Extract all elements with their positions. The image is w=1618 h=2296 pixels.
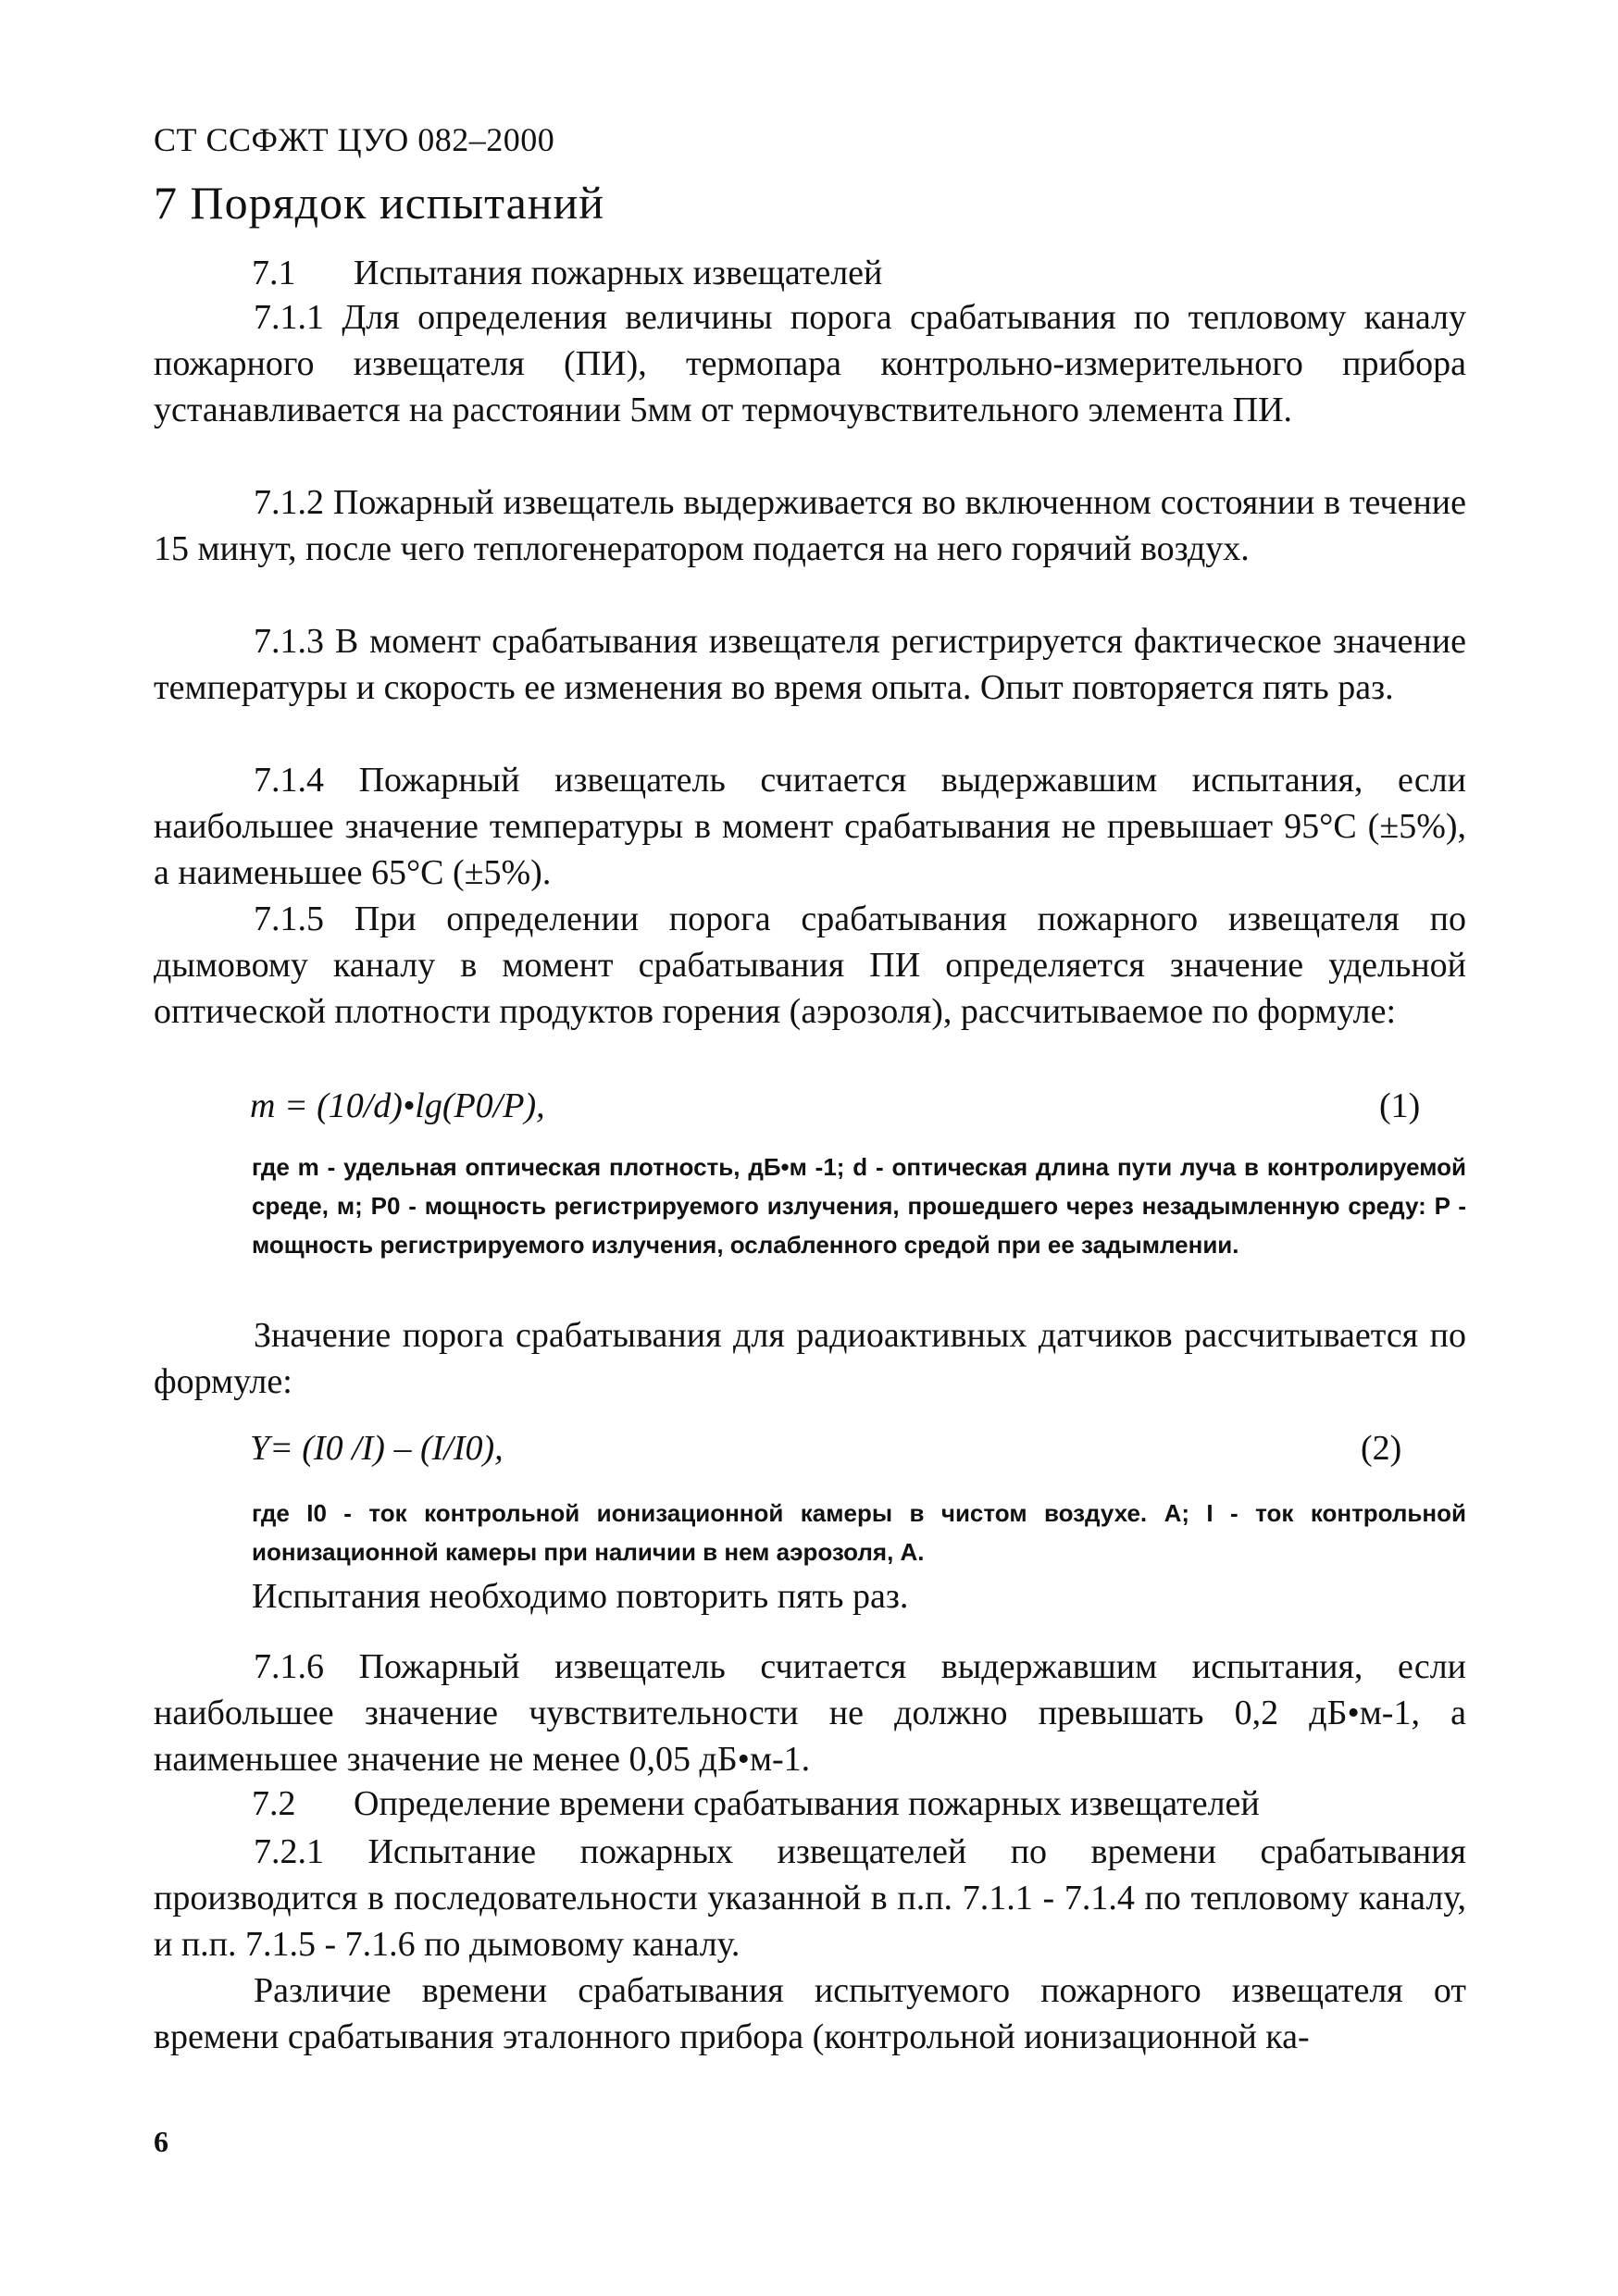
paragraph-7-1-6: 7.1.6 Пожарный извещатель считается выдержавшим испытания, если наибольшее значение чувствительности не должно превышать 0,2 дБ•м-1, а наименьшее значение не менее 0,05 дБ•м-1.	[154, 1647, 1466, 1779]
paragraph-repeat: Испытания необходимо повторить пять раз.	[252, 1577, 909, 1616]
paragraph-7-1-4: 7.1.4 Пожарный извещатель считается выдержавшим испытания, если наибольшее значение температуры в момент срабатывания не превышает 95°С (±5%), а наименьшее 65°С (±5%).	[154, 761, 1466, 892]
paragraph-7-2-1: 7.2.1 Испытание пожарных извещателей по времени срабатывания производится в последовательности указанной в п.п. 7.1.1 - 7.1.4 по тепловому каналу, и п.п. 7.1.5 - 7.1.6 по дымовому каналу.	[154, 1832, 1466, 1964]
formula-2-legend: где I0 - ток контрольной ионизационной камеры в чистом воздухе. А; I - ток контрольной ионизационной камеры при наличии в нем аэрозоля, А.	[252, 1499, 1466, 1566]
subsection-title: Испытания пожарных извещателей	[354, 254, 883, 292]
paragraph-radioactive: Значение порога срабатывания для радиоактивных датчиков рассчитывается по формуле:	[154, 1316, 1466, 1401]
subsection-heading-7-1	[252, 250, 882, 296]
paragraph-7-1-2: 7.1.2 Пожарный извещатель выдерживается во включенном состоянии в течение 15 минут, после чего теплогенератором подается на него горячий воздух.	[154, 483, 1466, 568]
paragraph-difference: Различие времени срабатывания испытуемого пожарного извещателя от времени срабатывания эталонного прибора (контрольной ионизационной ка-	[154, 1971, 1466, 2056]
paragraph-7-1-3: 7.1.3 В момент срабатывания извещателя регистрируется фактическое значение температуры и скорость ее изменения во время опыта. Опыт повторяется пять раз.	[154, 622, 1466, 707]
subsection-number: 7.2	[252, 1784, 296, 1823]
page-number: 6	[154, 2125, 168, 2158]
subsection-heading-7-2	[252, 1781, 1260, 1827]
paragraph-7-1-5: 7.1.5 При определении порога срабатывания пожарного извещателя по дымовому каналу в момент срабатывания ПИ определяется значение удельной оптической плотности продуктов горения (аэрозоля), рассчитываемое по формуле:	[154, 900, 1466, 1031]
formula-1: m = (10/d)•lg(P0/P),	[250, 1086, 545, 1125]
equation-number-1: (1)	[1379, 1086, 1421, 1125]
standard-code: СТ ССФЖТ ЦУО 082–2000	[154, 121, 555, 158]
paragraph-7-1-1: 7.1.1 Для определения величины порога срабатывания по тепловому каналу пожарного извещателя (ПИ), термопара контрольно-измерительного прибора устанавливается на расстоянии 5мм от термочувствительного элемента ПИ.	[154, 298, 1466, 429]
subsection-title: Определение времени срабатывания пожарных извещателей	[354, 1784, 1260, 1823]
formula-1-legend: где m - удельная оптическая плотность, дБ•м -1; d - оптическая длина пути луча в контролируемой среде, м; P0 - мощность регистрируемого излучения, прошедшего через незадымленную среду: P - мощность регистрируемого излучения, ослабленного средой при ее задымлении.	[252, 1153, 1466, 1259]
formula-2: Y= (I0 /I) – (I/I0),	[250, 1429, 504, 1468]
equation-number-2: (2)	[1361, 1429, 1402, 1468]
section-title: 7 Порядок испытаний	[154, 177, 605, 229]
subsection-number: 7.1	[252, 254, 296, 292]
